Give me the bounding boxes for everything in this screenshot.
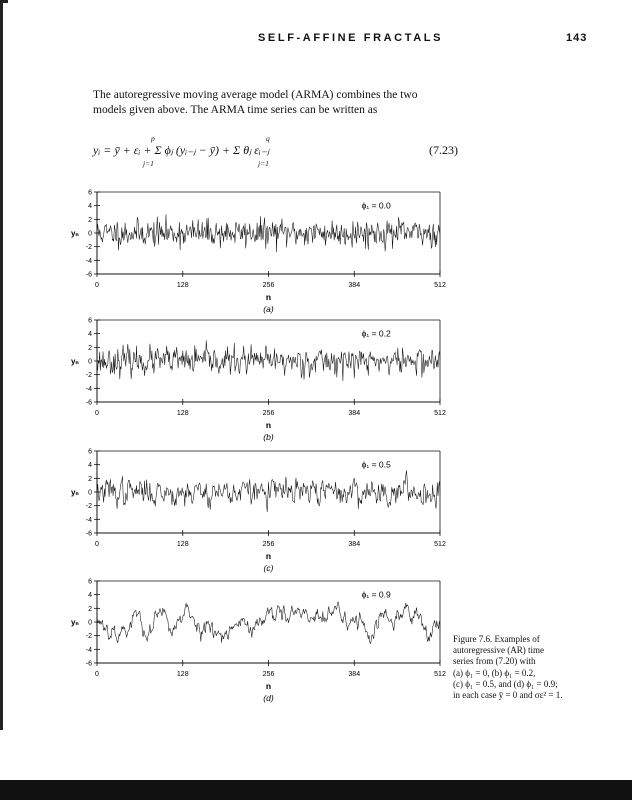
y-axis-label: yₙ xyxy=(71,618,79,627)
x-axis-label: n xyxy=(265,551,272,561)
y-tick-label: 0 xyxy=(88,619,92,627)
y-tick-label: 6 xyxy=(88,189,92,197)
equation-number: (7.23) xyxy=(429,143,458,157)
x-tick-label: 512 xyxy=(434,410,446,417)
x-tick-label: 128 xyxy=(176,671,189,678)
running-head: SELF-AFFINE FRACTALS xyxy=(258,32,444,44)
x-tick-label: 512 xyxy=(434,671,446,678)
paragraph-line-2: models given above. The ARMA time series can be written as xyxy=(93,103,378,116)
y-tick-label: -6 xyxy=(85,660,92,668)
panel-label: (a) xyxy=(263,304,274,314)
legend-label: ϕ₁ = 0.2 xyxy=(361,328,391,339)
x-tick-label: 256 xyxy=(262,671,275,678)
y-tick-label: -6 xyxy=(85,271,92,279)
legend-label: ϕ₁ = 0.5 xyxy=(361,459,391,470)
x-tick-label: 0 xyxy=(95,282,99,289)
y-tick-label: 4 xyxy=(88,331,92,339)
figure-caption xyxy=(453,634,603,701)
x-tick-label: 0 xyxy=(95,541,99,548)
panel-label: (b) xyxy=(263,432,274,442)
x-axis-label: n xyxy=(265,420,272,430)
y-tick-label: -6 xyxy=(85,399,92,407)
panel-label: (d) xyxy=(263,693,274,703)
y-tick-label: 4 xyxy=(88,462,92,470)
x-tick-label: 128 xyxy=(176,410,189,417)
series-line xyxy=(97,340,440,381)
y-tick-label: -4 xyxy=(85,646,92,654)
x-tick-label: 512 xyxy=(434,282,446,289)
x-tick-label: 384 xyxy=(348,282,361,289)
x-tick-label: 384 xyxy=(348,410,361,417)
sum2-upper: q xyxy=(266,134,270,143)
equation-body: yᵢ = ȳ + εᵢ + Σ ϕⱼ (yᵢ₋ⱼ − ȳ) + Σ θⱼ εᵢ₋ⱼ xyxy=(93,143,270,157)
y-tick-label: 0 xyxy=(88,358,92,366)
y-axis-label: yₙ xyxy=(71,229,79,238)
caption-line: series from (7.20) with xyxy=(453,656,536,667)
y-tick-label: 2 xyxy=(88,216,92,224)
x-tick-label: 384 xyxy=(348,541,361,548)
scan-bottom-band xyxy=(0,780,632,800)
x-tick-label: 256 xyxy=(262,282,275,289)
series-line xyxy=(97,602,440,644)
x-tick-label: 512 xyxy=(434,541,446,548)
y-axis-label: yₙ xyxy=(71,488,79,497)
y-tick-label: 0 xyxy=(88,230,92,238)
series-line xyxy=(97,470,440,512)
legend-label: ϕ₁ = 0.0 xyxy=(361,200,391,211)
y-tick-label: -4 xyxy=(85,257,92,265)
sum1-lower: j=1 xyxy=(143,159,154,168)
y-tick-label: -4 xyxy=(85,385,92,393)
x-axis-label: n xyxy=(265,292,272,302)
x-tick-label: 128 xyxy=(176,541,189,548)
caption-line: (a) ϕ₁ = 0, (b) ϕ₁ = 0.2, xyxy=(453,667,536,678)
series-line xyxy=(97,214,440,252)
y-tick-label: -2 xyxy=(85,372,92,380)
x-tick-label: 128 xyxy=(176,282,189,289)
panel-label: (c) xyxy=(263,563,274,573)
y-axis-label: yₙ xyxy=(71,357,79,366)
caption-line: Figure 7.6. Examples of xyxy=(453,634,540,644)
y-tick-label: -2 xyxy=(85,633,92,641)
x-tick-label: 256 xyxy=(262,410,275,417)
caption-line: in each case ȳ = 0 and σε² = 1. xyxy=(453,690,563,701)
legend-label: ϕ₁ = 0.9 xyxy=(361,589,391,600)
y-tick-label: -2 xyxy=(85,244,92,252)
sum2-lower: j=1 xyxy=(258,159,269,168)
y-tick-label: 0 xyxy=(88,489,92,497)
x-tick-label: 384 xyxy=(348,671,361,678)
y-tick-label: 6 xyxy=(88,317,92,325)
y-tick-label: 4 xyxy=(88,592,92,600)
y-tick-label: -2 xyxy=(85,503,92,511)
y-tick-label: -4 xyxy=(85,516,92,524)
y-tick-label: 6 xyxy=(88,578,92,586)
y-tick-label: -6 xyxy=(85,530,92,538)
sum1-upper: p xyxy=(151,134,155,143)
y-tick-label: 2 xyxy=(88,605,92,613)
y-tick-label: 6 xyxy=(88,448,92,456)
x-axis-label: n xyxy=(265,681,272,691)
x-tick-label: 0 xyxy=(95,671,99,678)
y-tick-label: 4 xyxy=(88,203,92,211)
y-tick-label: 2 xyxy=(88,344,92,352)
x-tick-label: 256 xyxy=(262,541,275,548)
paragraph-line-1: The autoregressive moving average model (ARMA) combines the two xyxy=(93,89,418,101)
page-number: 143 xyxy=(566,32,588,44)
caption-line: autoregressive (AR) time xyxy=(453,645,544,656)
x-tick-label: 0 xyxy=(95,410,99,417)
y-tick-label: 2 xyxy=(88,475,92,483)
caption-line: (c) ϕ₁ = 0.5, and (d) ϕ₁ = 0.9; xyxy=(453,678,558,689)
